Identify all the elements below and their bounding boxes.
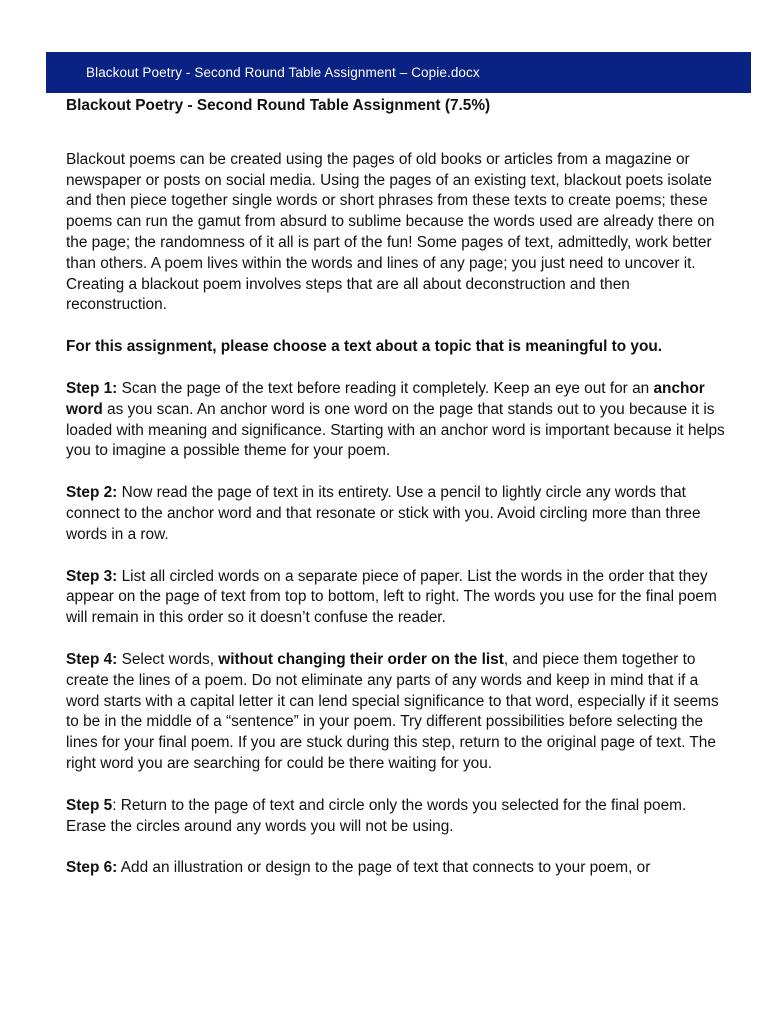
document-title-bar bbox=[46, 52, 751, 93]
document-heading: Blackout Poetry - Second Round Table Assignment (7.5%) bbox=[66, 97, 491, 114]
step-2-text: Now read the page of text in its entirety. Use a pencil to lightly circle any words that connect to the anchor word and that resonate or stick with you. Avoid circling more than three words in a row. bbox=[66, 484, 701, 543]
step-4-label: Step 4: bbox=[66, 650, 118, 668]
step-4-text-b: , and piece them together to create the lines of a poem. Do not eliminate any parts of any words and keep in mind that if a word starts with a capital letter it can lend special significance to that word, especially if it seems to be in the middle of a “sentence” in your poem. Try different possibilities before selecting the lines for your final poem. If you are stuck during this step, return to the original page of text. The right word you are searching for could be there waiting for you. bbox=[66, 650, 719, 772]
step-1-text-b: as you scan. An anchor word is one word on the page that stands out to you because it is loaded with meaning and significance. Starting with an anchor word is important because it helps you to imagine a possible theme for your poem. bbox=[66, 400, 725, 460]
assignment-instruction: For this assignment, please choose a text about a topic that is meaningful to you. bbox=[66, 338, 663, 356]
step-1-paragraph bbox=[66, 379, 726, 462]
step-6-paragraph bbox=[66, 858, 726, 879]
document-body bbox=[66, 93, 726, 931]
step-2-label: Step 2: bbox=[66, 484, 118, 502]
step-5-paragraph bbox=[66, 796, 726, 838]
step-1-label: Step 1: bbox=[66, 379, 118, 397]
step-4-emphasis: without changing their order on the list bbox=[218, 650, 504, 668]
step-6-text: Add an illustration or design to the page of text that connects to your poem, or bbox=[117, 859, 651, 877]
step-1-anchor-word: anchor word bbox=[66, 379, 705, 418]
step-4-text-a: Select words, bbox=[117, 650, 219, 668]
step-5-label: Step 5 bbox=[66, 796, 113, 814]
step-1-text-a: Scan the page of the text before reading it completely. Keep an eye out for an bbox=[117, 379, 654, 397]
step-2-paragraph bbox=[66, 483, 726, 545]
step-6-label: Step 6: bbox=[66, 859, 118, 877]
step-3-label: Step 3: bbox=[66, 567, 118, 585]
step-3-text: List all circled words on a separate piece of paper. List the words in the order that they appear on the page of text from top to bottom, left to right. The words you use for the final poem will remain in this order so it doesn’t confuse the reader. bbox=[66, 567, 717, 627]
document-filename: Blackout Poetry - Second Round Table Assignment – Copie.docx bbox=[86, 65, 480, 80]
step-5-text: : Return to the page of text and circle only the words you selected for the final poem. Erase the circles around any words you will not be using. bbox=[66, 796, 687, 835]
step-3-paragraph bbox=[66, 567, 726, 629]
step-4-paragraph bbox=[66, 650, 726, 775]
intro-paragraph: Blackout poems can be created using the pages of old books or articles from a magazine or newspaper or posts on social media. Using the pages of an existing text, blackout poets isolate and then piece together single words or short phrases from these texts to create poems; these poems can run the gamut from absurd to sublime because the words used are already there on the page; the randomness of it all is part of the fun! Some pages of text, admittedly, work better than others. A poem lives within the words and lines of any page; you just need to uncover it. Creating a blackout poem involves steps that are all about deconstruction and then reconstruction. bbox=[66, 150, 715, 314]
